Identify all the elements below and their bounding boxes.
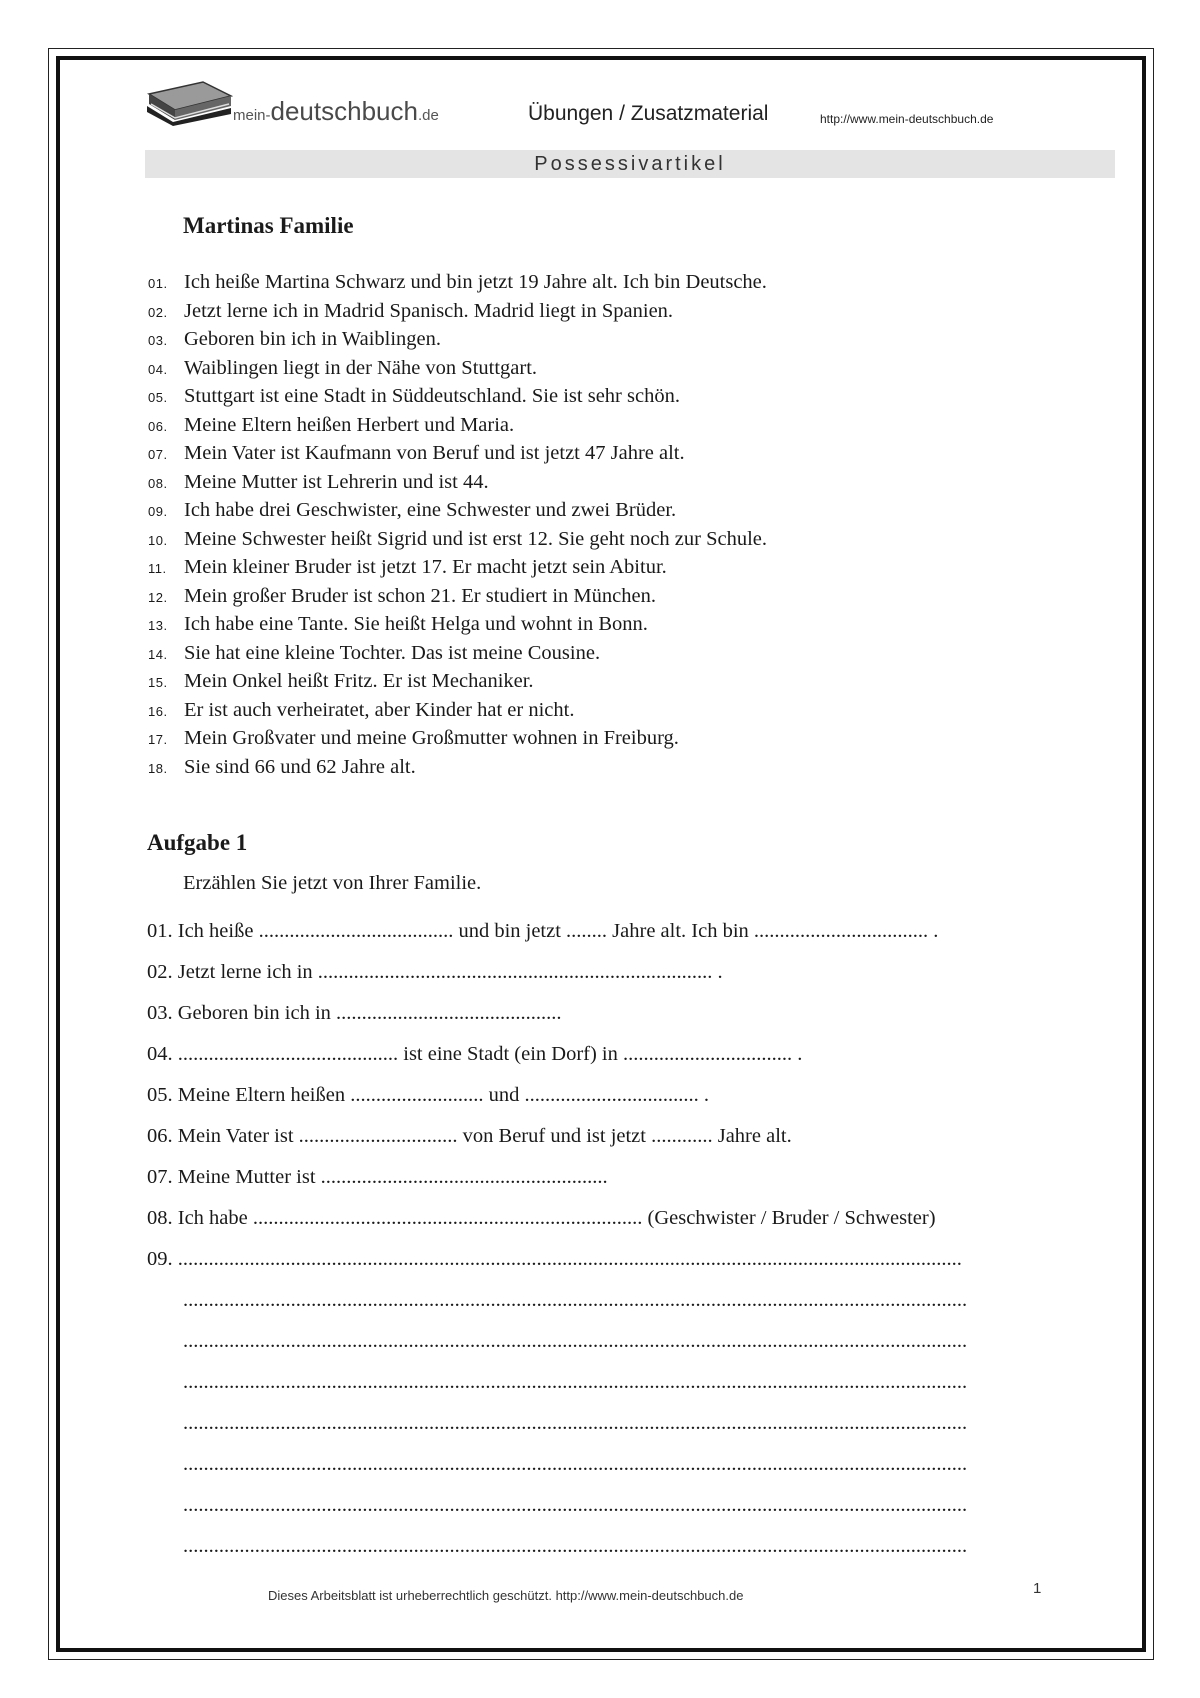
page-number: 1 (1033, 1580, 1042, 1597)
text-line: 15. Mein Onkel heißt Fritz. Er ist Mechaniker. (148, 670, 534, 692)
exercise-line[interactable]: 06. Mein Vater ist ............................... von Beruf und ist jetzt ............ Jahre alt. (147, 1125, 792, 1147)
text-line: 17. Mein Großvater und meine Großmutter wohnen in Freiburg. (148, 727, 679, 749)
exercise-continuation-line[interactable]: ......................................................................................................................................................... (183, 1371, 968, 1393)
text-line: 02. Jetzt lerne ich in Madrid Spanisch. Madrid liegt in Spanien. (148, 299, 674, 322)
text-title: Martinas Familie (183, 213, 354, 238)
exercise-line[interactable]: 07. Meine Mutter ist ........................................................ (147, 1166, 608, 1188)
text-line: 01. Ich heiße Martina Schwarz und bin jetzt 19 Jahre alt. Ich bin Deutsche. (148, 271, 767, 293)
text-line: 10. Meine Schwester heißt Sigrid und ist erst 12. Sie geht noch zur Schule. (148, 527, 768, 550)
exercise-line[interactable]: 02. Jetzt lerne ich in ............................................................................. . (147, 961, 723, 983)
exercise-line[interactable]: 08. Ich habe ............................................................................ (Geschwister / Bruder / Schwester) (147, 1207, 936, 1229)
text-line: 18. Sie sind 66 und 62 Jahre alt. (148, 755, 416, 778)
exercise-line[interactable]: 03. Geboren bin ich in ............................................ (147, 1002, 562, 1024)
page-header (145, 72, 1115, 138)
text-line: 14. Sie hat eine kleine Tochter. Das ist meine Cousine. (148, 641, 601, 664)
exercise-line[interactable]: 01. Ich heiße ...................................... und bin jetzt ........ Jahre alt. Ich bin .................................. . (147, 920, 939, 942)
text-line: 13. Ich habe eine Tante. Sie heißt Helga und wohnt in Bonn. (148, 613, 648, 635)
task-instruction: Erzählen Sie jetzt von Ihrer Familie. (183, 872, 482, 894)
exercise-continuation-line[interactable]: ......................................................................................................................................................... (183, 1412, 968, 1434)
site-logo-text: mein-deutschbuch.de (233, 96, 439, 126)
books-logo-icon (145, 74, 233, 126)
text-line: 03. Geboren bin ich in Waiblingen. (148, 328, 442, 350)
text-line: 06. Meine Eltern heißen Herbert und Maria. (148, 413, 515, 436)
exercise-line[interactable]: 04. ........................................... ist eine Stadt (ein Dorf) in ................................. . (147, 1043, 803, 1065)
text-line: 04. Waiblingen liegt in der Nähe von Stuttgart. (148, 356, 538, 379)
exercise-continuation-line[interactable]: ......................................................................................................................................................... (183, 1289, 968, 1311)
reading-text-list (148, 268, 1108, 781)
exercise-continuation-line[interactable]: ......................................................................................................................................................... (183, 1494, 968, 1516)
exercise-continuation-line[interactable]: ......................................................................................................................................................... (183, 1453, 968, 1475)
text-line: 07. Mein Vater ist Kaufmann von Beruf und ist jetzt 47 Jahre alt. (148, 442, 685, 464)
exercise-continuation-line[interactable]: ......................................................................................................................................................... (183, 1535, 968, 1557)
header-url[interactable]: http://www.mein-deutschbuch.de (820, 112, 994, 126)
exercise-line[interactable]: 09. ......................................................................................................................................................... (147, 1248, 962, 1270)
header-section-label: Übungen / Zusatzmaterial (528, 102, 769, 125)
text-line: 16. Er ist auch verheiratet, aber Kinder hat er nicht. (148, 698, 575, 721)
exercise-line[interactable]: 05. Meine Eltern heißen .......................... und .................................. . (147, 1084, 709, 1106)
topic-bar: Possessivartikel (145, 150, 1115, 178)
exercise-lines (147, 915, 1109, 1571)
text-line: 08. Meine Mutter ist Lehrerin und ist 44. (148, 470, 489, 493)
text-line: 12. Mein großer Bruder ist schon 21. Er studiert in München. (148, 584, 656, 607)
copyright-footer: Dieses Arbeitsblatt ist urheberrechtlich geschützt. http://www.mein-deutschbuch.de (268, 1588, 744, 1603)
task-heading: Aufgabe 1 (147, 830, 248, 855)
text-line: 11. Mein kleiner Bruder ist jetzt 17. Er macht jetzt sein Abitur. (148, 556, 667, 578)
text-line: 05. Stuttgart ist eine Stadt in Süddeutschland. Sie ist sehr schön. (148, 385, 680, 407)
exercise-continuation-line[interactable]: ......................................................................................................................................................... (183, 1330, 968, 1352)
text-line: 09. Ich habe drei Geschwister, eine Schwester und zwei Brüder. (148, 499, 677, 521)
